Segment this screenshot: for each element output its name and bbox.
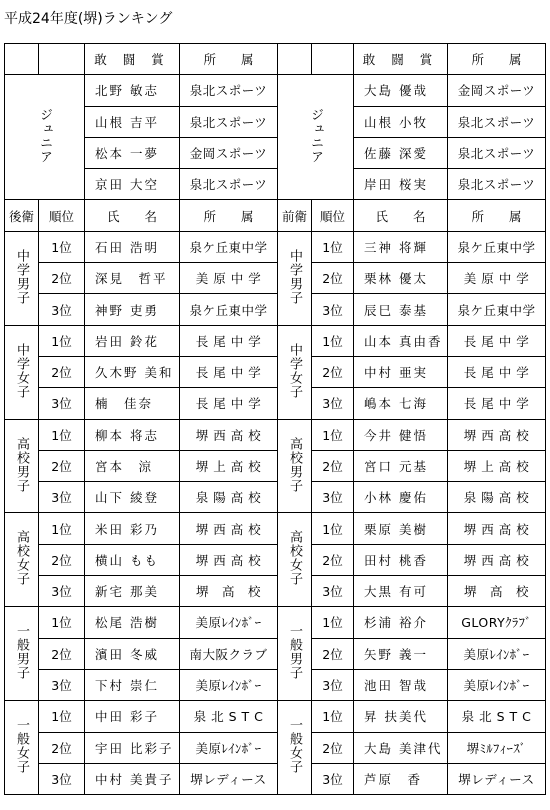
player-name: 岸田 桜実 xyxy=(354,169,448,200)
rank-cell: 3位 xyxy=(39,482,85,513)
category-label-text: 中学女子 xyxy=(287,342,302,399)
rank-cell: 2位 xyxy=(312,450,354,481)
category-label xyxy=(5,231,39,325)
player-affiliation: 堺 西 高 校 xyxy=(180,419,278,450)
header-award: 敢 闘 賞 xyxy=(354,44,448,75)
header-side: 後衛 xyxy=(5,200,39,231)
rank-cell: 2位 xyxy=(312,544,354,575)
category-label xyxy=(5,607,39,701)
category-label-text: 一般女子 xyxy=(14,718,29,775)
player-affiliation: 堺 上 高 校 xyxy=(448,450,546,481)
table-row xyxy=(5,388,546,419)
player-affiliation: 泉 陽 高 校 xyxy=(180,482,278,513)
rank-cell: 3位 xyxy=(312,388,354,419)
player-affiliation: 美原ﾚｲﾝﾎﾞｰ xyxy=(448,669,546,700)
player-name: 柳本 将志 xyxy=(85,419,180,450)
rank-cell: 2位 xyxy=(312,356,354,387)
player-affiliation: 美 原 中 学 xyxy=(448,263,546,294)
player-name: 栗林 優太 xyxy=(354,263,448,294)
category-label-text: 高校女子 xyxy=(287,530,302,587)
player-affiliation: GLORYｸﾗﾌﾞ xyxy=(448,607,546,638)
category-label-text: 一般男子 xyxy=(287,624,302,681)
table-row xyxy=(5,576,546,607)
player-affiliation: 美原ﾚｲﾝﾎﾞｰ xyxy=(180,669,278,700)
table-row xyxy=(5,701,546,732)
header-award: 敢 闘 賞 xyxy=(85,44,180,75)
rank-cell: 2位 xyxy=(39,732,85,763)
rank-cell: 1位 xyxy=(312,419,354,450)
player-name: 北野 敏志 xyxy=(85,75,180,106)
player-affiliation: 泉北スポーツ xyxy=(180,169,278,200)
rank-cell: 1位 xyxy=(312,607,354,638)
player-name: 下村 崇仁 xyxy=(85,669,180,700)
header-rank: 順位 xyxy=(39,200,85,231)
rank-cell: 3位 xyxy=(312,482,354,513)
player-name: 中田 彩子 xyxy=(85,701,180,732)
header-rank: 順位 xyxy=(312,200,354,231)
rank-cell: 2位 xyxy=(39,356,85,387)
player-affiliation: 泉ケ丘東中学 xyxy=(180,294,278,325)
header-affiliation: 所 属 xyxy=(448,200,546,231)
player-affiliation: 堺レディース xyxy=(180,763,278,794)
header-affiliation: 所 属 xyxy=(448,44,546,75)
player-name: 池田 智哉 xyxy=(354,669,448,700)
rank-cell: 2位 xyxy=(39,450,85,481)
player-affiliation: 金岡スポーツ xyxy=(448,75,546,106)
category-label-text: 高校男子 xyxy=(287,436,302,493)
player-name: 小林 慶佑 xyxy=(354,482,448,513)
rank-cell: 3位 xyxy=(39,763,85,794)
header-blank xyxy=(278,44,312,75)
player-affiliation: 堺 上 高 校 xyxy=(180,450,278,481)
player-affiliation: 南大阪クラブ xyxy=(180,638,278,669)
table-row xyxy=(5,75,546,106)
player-affiliation: 泉北スポーツ xyxy=(448,137,546,168)
category-label-text: 中学男子 xyxy=(14,248,29,305)
table-header-main xyxy=(5,200,546,231)
category-label-text: 中学男子 xyxy=(287,248,302,305)
table-row xyxy=(5,732,546,763)
player-name: 辰巳 泰基 xyxy=(354,294,448,325)
header-affiliation: 所 属 xyxy=(180,200,278,231)
player-name: 宇田 比彩子 xyxy=(85,732,180,763)
category-label-text: 高校男子 xyxy=(14,436,29,493)
player-affiliation: 長 尾 中 学 xyxy=(448,388,546,419)
player-name: 杉浦 裕介 xyxy=(354,607,448,638)
player-affiliation: 長 尾 中 学 xyxy=(448,356,546,387)
rank-cell: 1位 xyxy=(39,231,85,262)
rank-cell: 3位 xyxy=(312,576,354,607)
player-name: 横山 もも xyxy=(85,544,180,575)
player-affiliation: 堺 西 高 校 xyxy=(180,544,278,575)
player-name: 三神 将輝 xyxy=(354,231,448,262)
player-name: 神野 吏勇 xyxy=(85,294,180,325)
category-label-text: ジュニア xyxy=(308,107,323,164)
rank-cell: 3位 xyxy=(39,669,85,700)
player-affiliation: 長 尾 中 学 xyxy=(180,325,278,356)
table-row xyxy=(5,325,546,356)
rank-cell: 1位 xyxy=(312,231,354,262)
player-affiliation: 堺ﾐﾙﾌｨｰｽﾞ xyxy=(448,732,546,763)
rank-cell: 2位 xyxy=(312,638,354,669)
player-name: 嶋本 七海 xyxy=(354,388,448,419)
rank-cell: 1位 xyxy=(39,325,85,356)
rank-cell: 1位 xyxy=(312,513,354,544)
player-affiliation: 堺 西 高 校 xyxy=(448,544,546,575)
rank-cell: 3位 xyxy=(312,669,354,700)
player-name: 松尾 浩樹 xyxy=(85,607,180,638)
category-label xyxy=(5,701,39,795)
category-label xyxy=(5,513,39,607)
header-blank xyxy=(5,44,39,75)
rank-cell: 2位 xyxy=(312,263,354,294)
player-name: 中村 美貴子 xyxy=(85,763,180,794)
rank-cell: 1位 xyxy=(39,419,85,450)
player-affiliation: 堺 西 高 校 xyxy=(180,513,278,544)
rank-cell: 1位 xyxy=(39,607,85,638)
player-affiliation: 泉ケ丘東中学 xyxy=(448,231,546,262)
category-label xyxy=(278,701,312,795)
header-blank xyxy=(39,44,85,75)
category-label-text: 一般女子 xyxy=(287,718,302,775)
table-row xyxy=(5,450,546,481)
player-name: 栗原 美樹 xyxy=(354,513,448,544)
table-row xyxy=(5,513,546,544)
rank-cell: 3位 xyxy=(312,763,354,794)
player-name: 松本 一夢 xyxy=(85,137,180,168)
player-name: 大島 優哉 xyxy=(354,75,448,106)
player-affiliation: 美原ﾚｲﾝﾎﾞｰ xyxy=(180,607,278,638)
player-name: 佐藤 深愛 xyxy=(354,137,448,168)
table-row xyxy=(5,669,546,700)
player-name: 大島 美津代 xyxy=(354,732,448,763)
ranking-table xyxy=(4,43,546,795)
player-name: 京田 大空 xyxy=(85,169,180,200)
category-label xyxy=(278,607,312,701)
page-title: 平成24年度(堺)ランキング xyxy=(4,11,173,27)
header-name: 氏 名 xyxy=(354,200,448,231)
header-side: 前衛 xyxy=(278,200,312,231)
player-name: 山根 小牧 xyxy=(354,106,448,137)
player-affiliation: 堺レディース xyxy=(448,763,546,794)
category-label xyxy=(278,325,312,419)
category-label-text: ジュニア xyxy=(37,107,52,164)
table-row xyxy=(5,544,546,575)
rank-cell: 2位 xyxy=(39,544,85,575)
player-name: 山根 吉平 xyxy=(85,106,180,137)
table-row xyxy=(5,356,546,387)
table-row xyxy=(5,263,546,294)
player-name: 山本 真由香 xyxy=(354,325,448,356)
player-name: 岩田 鈴花 xyxy=(85,325,180,356)
player-affiliation: 堺 高 校 xyxy=(180,576,278,607)
rank-cell: 1位 xyxy=(312,701,354,732)
rank-cell: 2位 xyxy=(39,263,85,294)
rank-cell: 3位 xyxy=(39,294,85,325)
rank-cell: 3位 xyxy=(39,388,85,419)
player-affiliation: 泉 北 S T C xyxy=(448,701,546,732)
category-label xyxy=(278,513,312,607)
rank-cell: 1位 xyxy=(312,325,354,356)
category-label xyxy=(5,419,39,513)
player-name: 田村 桃香 xyxy=(354,544,448,575)
category-label-text: 高校女子 xyxy=(14,530,29,587)
table-row xyxy=(5,231,546,262)
player-name: 久木野 美和 xyxy=(85,356,180,387)
table-row xyxy=(5,482,546,513)
player-affiliation: 長 尾 中 学 xyxy=(180,388,278,419)
header-blank xyxy=(312,44,354,75)
player-name: 大黒 有可 xyxy=(354,576,448,607)
header-name: 氏 名 xyxy=(85,200,180,231)
player-affiliation: 堺 西 高 校 xyxy=(448,513,546,544)
table-row xyxy=(5,607,546,638)
player-affiliation: 堺 西 高 校 xyxy=(448,419,546,450)
player-name: 宮本 涼 xyxy=(85,450,180,481)
player-name: 宮口 元基 xyxy=(354,450,448,481)
rank-cell: 3位 xyxy=(39,576,85,607)
player-affiliation: 泉 陽 高 校 xyxy=(448,482,546,513)
player-name: 矢野 義一 xyxy=(354,638,448,669)
player-affiliation: 泉ケ丘東中学 xyxy=(180,231,278,262)
player-name: 中村 亜実 xyxy=(354,356,448,387)
player-affiliation: 美 原 中 学 xyxy=(180,263,278,294)
table-row xyxy=(5,137,546,168)
player-name: 米田 彩乃 xyxy=(85,513,180,544)
player-affiliation: 美原ﾚｲﾝﾎﾞｰ xyxy=(180,732,278,763)
player-name: 今井 健悟 xyxy=(354,419,448,450)
player-name: 楠 佳奈 xyxy=(85,388,180,419)
table-row xyxy=(5,169,546,200)
player-affiliation: 堺 高 校 xyxy=(448,576,546,607)
category-label-text: 一般男子 xyxy=(14,624,29,681)
player-affiliation: 泉北スポーツ xyxy=(448,169,546,200)
player-affiliation: 泉北スポーツ xyxy=(448,106,546,137)
header-affiliation: 所 属 xyxy=(180,44,278,75)
category-label xyxy=(278,75,354,200)
table-header-top xyxy=(5,44,546,75)
table-row xyxy=(5,294,546,325)
player-affiliation: 泉北スポーツ xyxy=(180,75,278,106)
player-name: 新宅 那美 xyxy=(85,576,180,607)
player-affiliation: 泉北スポーツ xyxy=(180,106,278,137)
player-name: 山下 綾登 xyxy=(85,482,180,513)
player-affiliation: 美原ﾚｲﾝﾎﾞｰ xyxy=(448,638,546,669)
table-row xyxy=(5,763,546,794)
rank-cell: 1位 xyxy=(39,701,85,732)
player-name: 石田 浩明 xyxy=(85,231,180,262)
player-affiliation: 泉 北 S T C xyxy=(180,701,278,732)
player-affiliation: 長 尾 中 学 xyxy=(180,356,278,387)
category-label xyxy=(278,419,312,513)
rank-cell: 1位 xyxy=(39,513,85,544)
player-name: 昇 扶美代 xyxy=(354,701,448,732)
category-label-text: 中学女子 xyxy=(14,342,29,399)
table-row xyxy=(5,419,546,450)
player-affiliation: 長 尾 中 学 xyxy=(448,325,546,356)
rank-cell: 3位 xyxy=(312,294,354,325)
player-name: 濱田 冬威 xyxy=(85,638,180,669)
rank-cell: 2位 xyxy=(312,732,354,763)
category-label xyxy=(5,325,39,419)
table-row xyxy=(5,638,546,669)
player-name: 深見 哲平 xyxy=(85,263,180,294)
player-affiliation: 泉ケ丘東中学 xyxy=(448,294,546,325)
category-label xyxy=(278,231,312,325)
category-label xyxy=(5,75,85,200)
player-name: 芦原 香 xyxy=(354,763,448,794)
table-row xyxy=(5,106,546,137)
player-affiliation: 金岡スポーツ xyxy=(180,137,278,168)
rank-cell: 2位 xyxy=(39,638,85,669)
